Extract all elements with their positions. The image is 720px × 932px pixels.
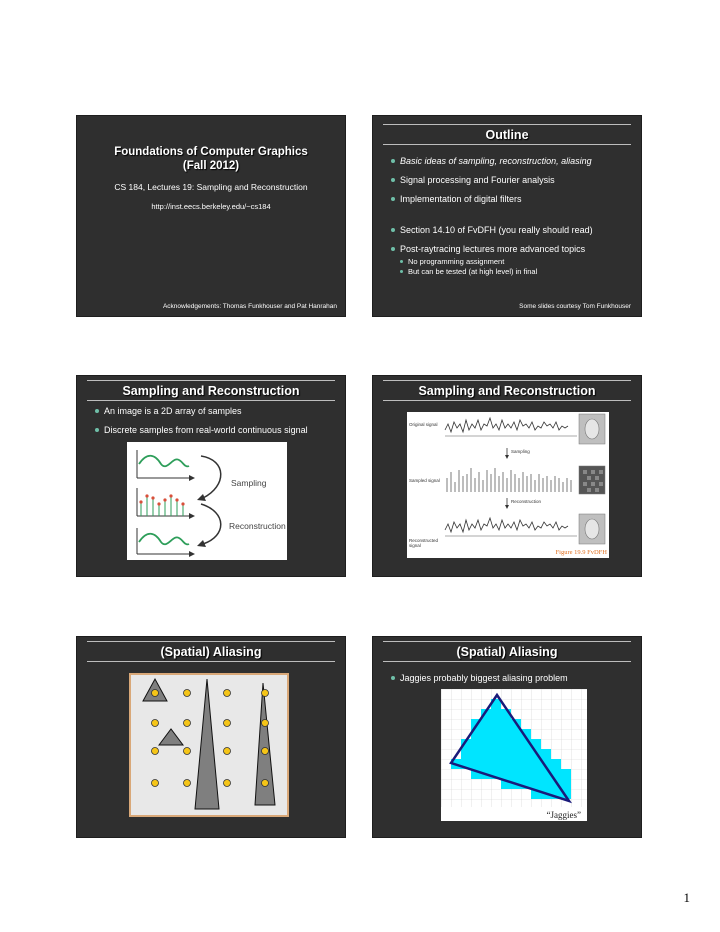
reconstructed-signal-label: Reconstructed signal (409, 538, 439, 548)
bullet-list (95, 406, 337, 444)
original-signal-waveform (445, 418, 568, 432)
slide-credit: Some slides courtesy Tom Funkhouser (519, 303, 631, 310)
course-url[interactable]: http://inst.eecs.berkeley.edu/~cs184 (151, 202, 271, 211)
sub-bullet: But can be tested (at high level) in final (400, 267, 633, 276)
slide-6 (372, 636, 642, 838)
bullet: Section 14.10 of FvDFH (you really should read) (391, 225, 633, 236)
top-rule (87, 641, 335, 642)
continuous-signal-plot (137, 450, 195, 481)
title-line-2: (Fall 2012) (182, 160, 240, 172)
tall-triangle-1 (195, 679, 219, 809)
bullet: Jaggies probably biggest aliasing problem (391, 673, 633, 684)
top-rule (383, 641, 631, 642)
sampled-signal-label: Sampled signal (409, 478, 440, 483)
bullet (391, 244, 633, 276)
aliasing-figure (129, 673, 289, 817)
bullet-text: Post-raytracing lectures more advanced topics (400, 244, 586, 254)
reconstruction-arrow (201, 504, 221, 544)
bullet-list (391, 156, 633, 284)
sampling-diagram (127, 442, 287, 560)
reconstructed-signal-waveform (445, 518, 568, 532)
sub-bullet: No programming assignment (400, 257, 633, 266)
slide-title: Sampling and Reconstruction (122, 384, 300, 398)
reconstructed-signal-plot (137, 528, 195, 557)
slide-title: (Spatial) Aliasing (456, 645, 558, 659)
small-triangle-2 (159, 729, 183, 745)
original-signal-label: Original signal (409, 422, 438, 427)
acknowledgements: Acknowledgements: Thomas Funkhouser and Pat Hanrahan (162, 303, 337, 310)
top-rule (383, 124, 631, 125)
sampled-signal-bars (447, 468, 571, 492)
subtitle: CS 184, Lectures 19: Sampling and Reconstruction (114, 182, 308, 192)
slide-1 (76, 115, 346, 317)
slide-title: (Spatial) Aliasing (160, 645, 262, 659)
title-rule (87, 400, 335, 401)
sampling-step-label: Sampling (511, 449, 530, 454)
bullet: Basic ideas of sampling, reconstruction, aliasing (391, 156, 633, 167)
sampling-label: Sampling (231, 478, 267, 488)
sub-bullet-list (400, 257, 633, 276)
top-rule (87, 380, 335, 381)
title-rule (383, 144, 631, 145)
figure-caption: Figure 19.9 FvDFH (555, 549, 607, 556)
title-rule (383, 400, 631, 401)
slide-2 (372, 115, 642, 317)
jaggies-caption: “Jaggies” (546, 810, 581, 820)
signal-figure (407, 412, 609, 558)
bullet: Signal processing and Fourier analysis (391, 175, 633, 186)
aliasing-diagram (131, 675, 287, 815)
sampling-arrow (201, 456, 221, 498)
reconstruction-step-label: Reconstruction (511, 499, 542, 504)
reconstruction-label: Reconstruction (229, 521, 286, 531)
title-rule (87, 661, 335, 662)
title-rule (383, 661, 631, 662)
slide-title: Outline (485, 128, 529, 142)
page-number: 1 (683, 890, 690, 905)
slide-3 (76, 375, 346, 577)
sampled-signal-plot (137, 488, 195, 519)
jaggies-diagram (441, 689, 587, 807)
fvdfh-figure (407, 412, 609, 558)
jaggies-figure (441, 689, 587, 821)
title-line-1: Foundations of Computer Graphics (114, 146, 308, 158)
slide-5 (76, 636, 346, 838)
sampling-figure (127, 442, 287, 560)
slide-title: Sampling and Reconstruction (418, 384, 596, 398)
slide-4 (372, 375, 642, 577)
bullet: Implementation of digital filters (391, 194, 633, 205)
bullet: Discrete samples from real-world continuous signal (95, 425, 337, 436)
top-rule (383, 380, 631, 381)
bullet: An image is a 2D array of samples (95, 406, 337, 417)
